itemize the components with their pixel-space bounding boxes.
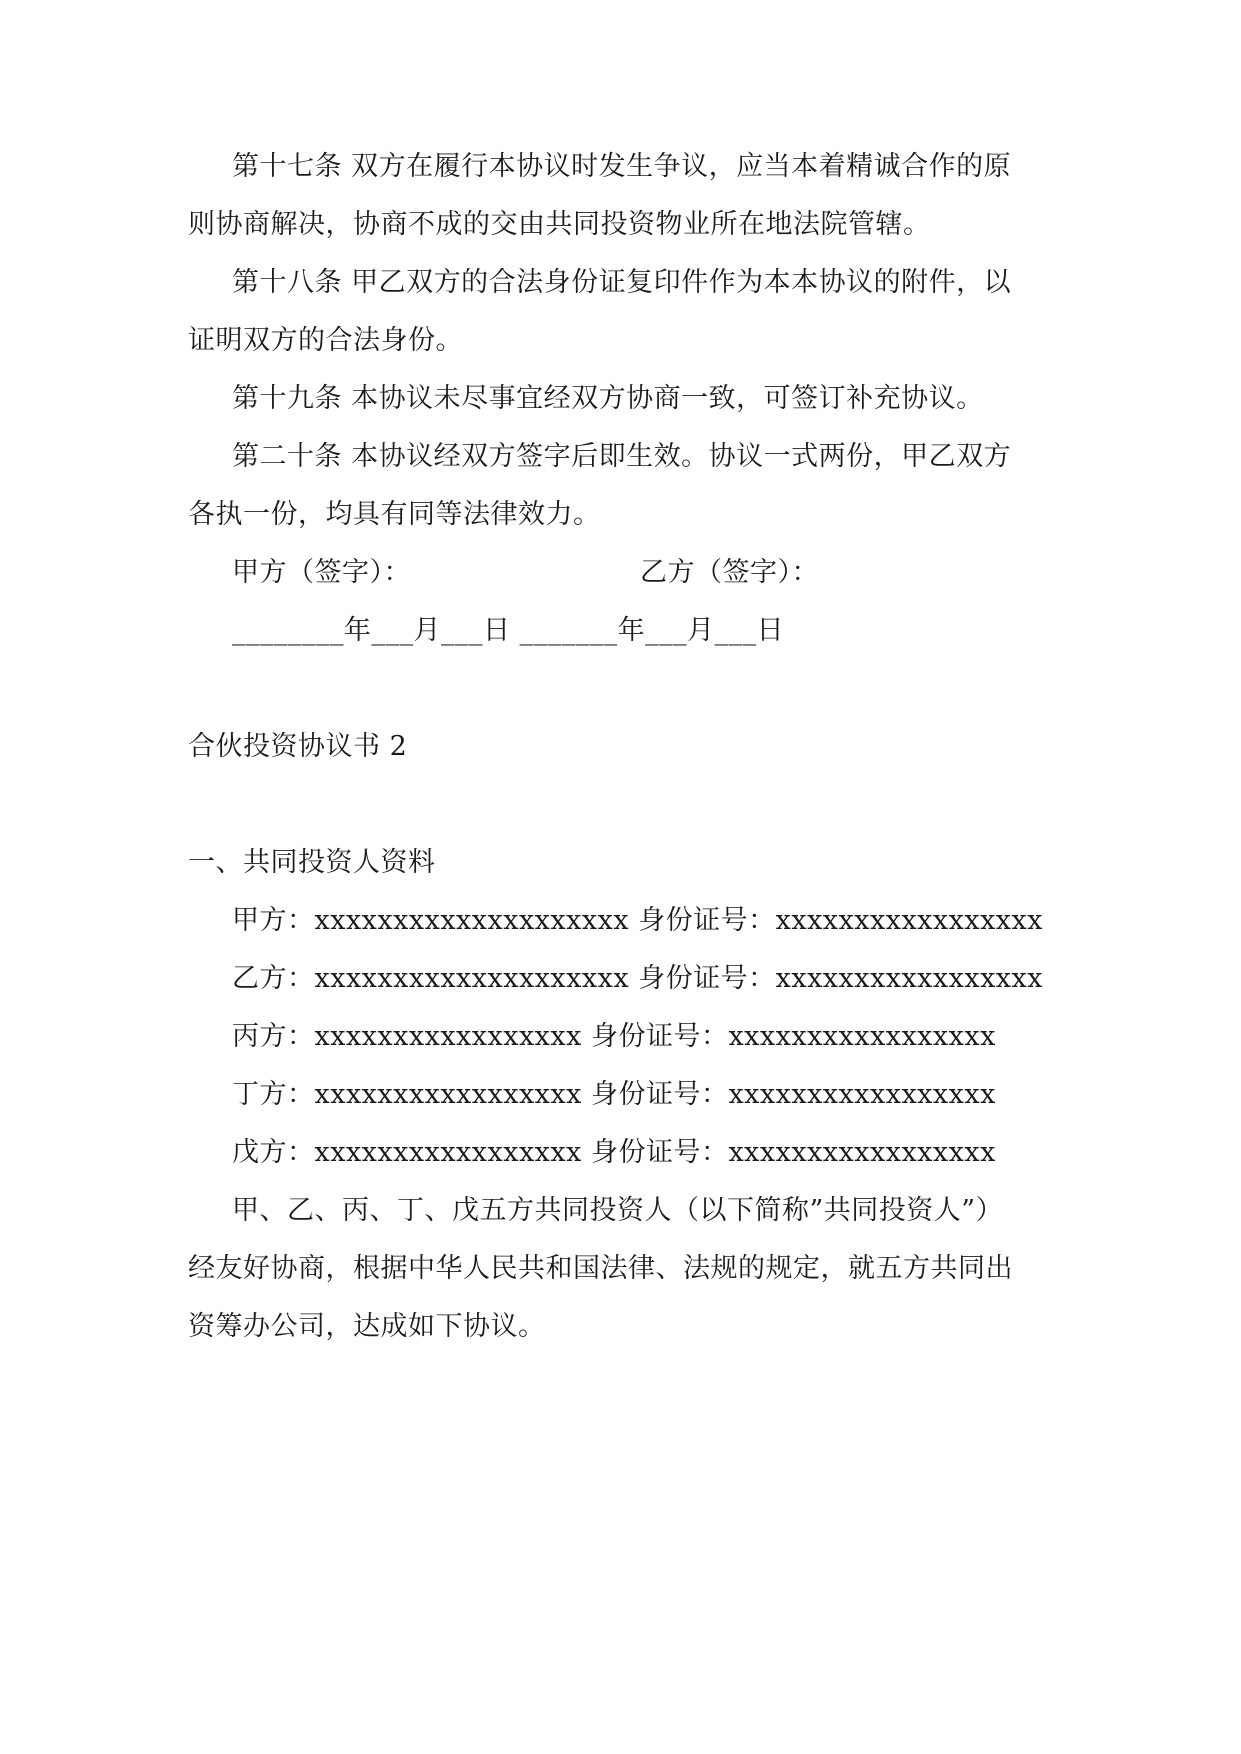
investor-line: 甲方：xxxxxxxxxxxxxxxxxxxx 身份证号：xxxxxxxxxxxxxxxxx — [232, 905, 1043, 936]
section-1-heading: 一、共同投资人资料 — [188, 847, 436, 878]
preamble-line-3: 资筹办公司，达成如下协议。 — [188, 1311, 546, 1342]
party-b-signature-label: 乙方（签字）： — [640, 557, 819, 588]
preamble-line-2: 经友好协商，根据中华人民共和国法律、法规的规定，就五方共同出 — [188, 1253, 1013, 1284]
investor-line: 戊方：xxxxxxxxxxxxxxxxx 身份证号：xxxxxxxxxxxxxxxxx — [232, 1137, 996, 1168]
article-17-line-1: 第十七条 双方在履行本协议时发生争议，应当本着精诚合作的原 — [232, 151, 1012, 182]
article-19-line-1: 第十九条 本协议未尽事宜经双方协商一致，可签订补充协议。 — [232, 383, 984, 414]
article-18-line-1: 第十八条 甲乙双方的合法身份证复印件作为本本协议的附件，以 — [232, 267, 1012, 298]
party-a-signature-label: 甲方（签字）： — [232, 557, 411, 588]
article-17-line-2: 则协商解决，协商不成的交由共同投资物业所在地法院管辖。 — [188, 209, 931, 240]
article-18-line-2: 证明双方的合法身份。 — [188, 325, 463, 356]
investor-line: 丁方：xxxxxxxxxxxxxxxxx 身份证号：xxxxxxxxxxxxxxxxx — [232, 1079, 996, 1110]
article-20-line-2: 各执一份，均具有同等法律效力。 — [188, 499, 601, 530]
preamble-line-1: 甲、乙、丙、丁、戊五方共同投资人（以下简称”共同投资人”） — [232, 1195, 1004, 1226]
article-20-line-1: 第二十条 本协议经双方签字后即生效。协议一式两份，甲乙双方 — [232, 441, 1012, 472]
signature-date-line: ________年___月___日 _______年___月___日 — [232, 615, 785, 646]
doc2-title: 合伙投资协议书 2 — [188, 731, 408, 762]
investor-line: 丙方：xxxxxxxxxxxxxxxxx 身份证号：xxxxxxxxxxxxxxxxx — [232, 1021, 996, 1052]
investor-line: 乙方：xxxxxxxxxxxxxxxxxxxx 身份证号：xxxxxxxxxxxxxxxxx — [232, 963, 1043, 994]
